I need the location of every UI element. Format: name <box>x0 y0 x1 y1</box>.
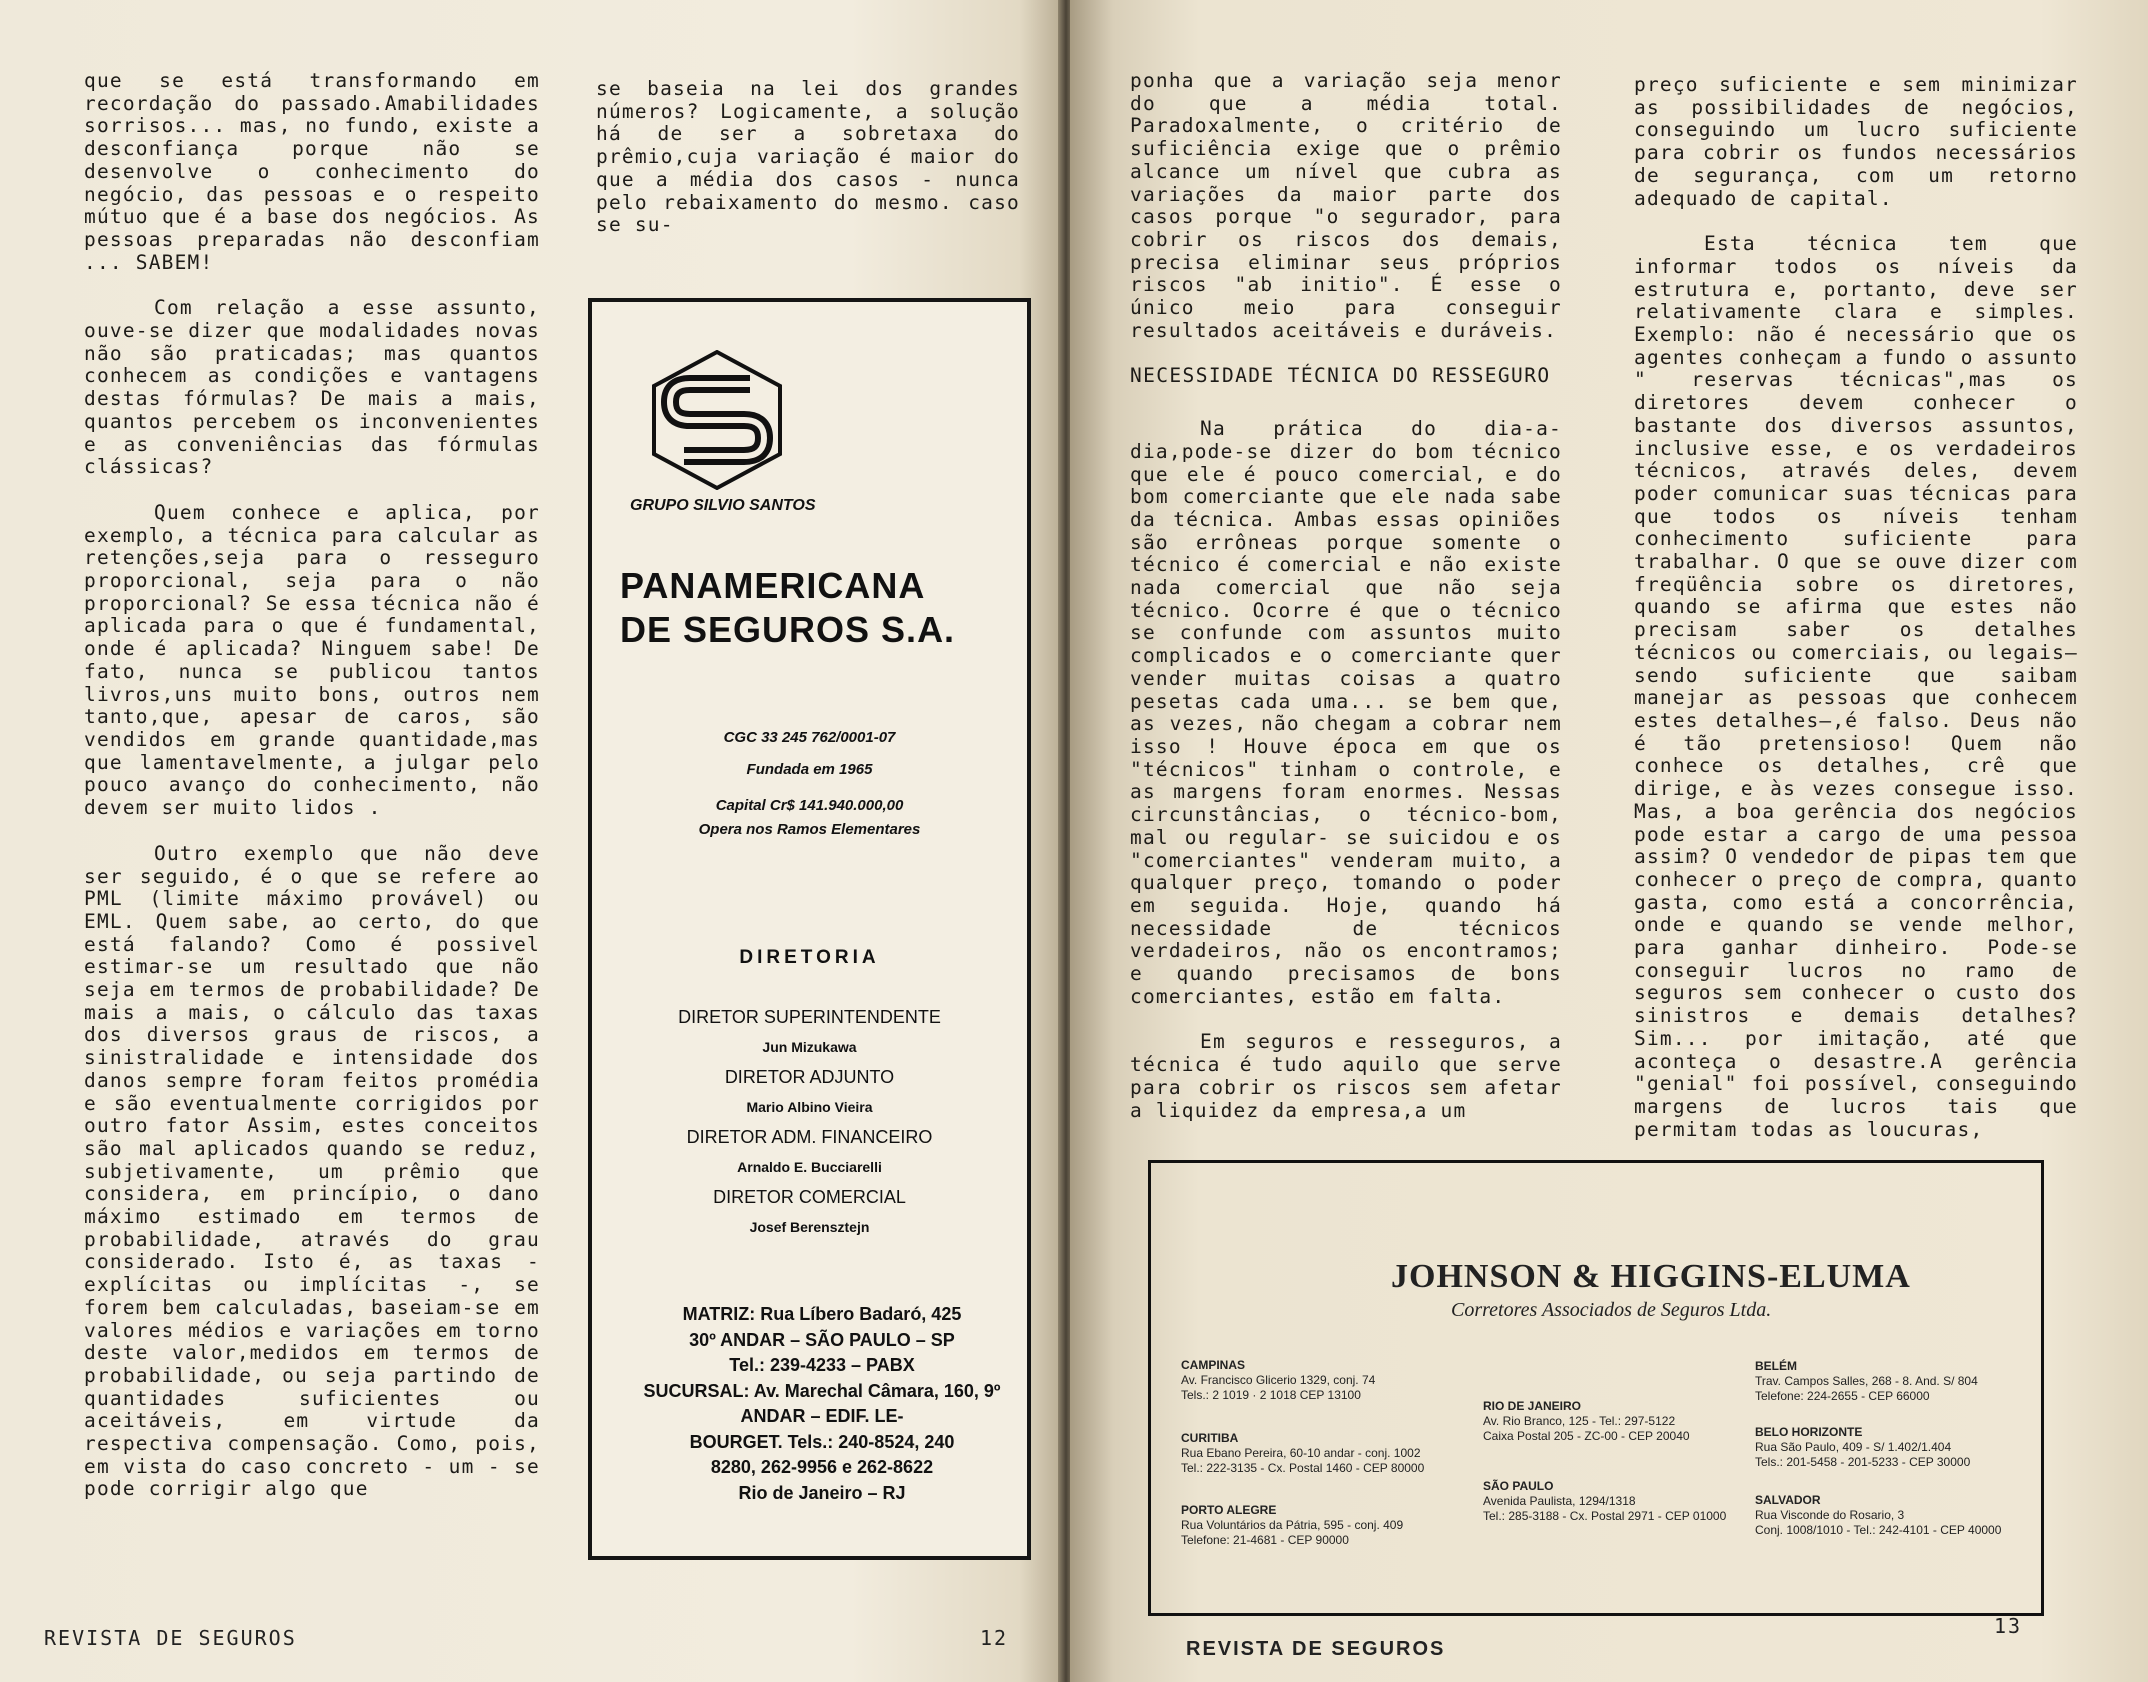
office-entry <box>1755 1493 2001 1538</box>
paragraph: que se está transformando em recordação do passado.Amabilidades sorrisos... mas, no fundo, existe a desconfiança porque não se desenvolve o conhecimento do negócio, das pessoas e o respeito mútuo que é a base dos negócios. As pessoas preparadas não desconfiam ... SABEM! <box>84 69 540 274</box>
address-line: Tel.: 239-4233 – PABX <box>729 1355 915 1375</box>
company-name <box>620 564 1020 652</box>
director-name: Jun Mizukawa <box>762 1039 857 1055</box>
office-city: CAMPINAS <box>1181 1358 1246 1372</box>
address-line: SUCURSAL: Av. Marechal Câmara, 160, 9º ANDAR – EDIF. LE- <box>643 1380 1001 1426</box>
group-name: GRUPO SILVIO SANTOS <box>630 497 816 514</box>
company-name-line-2: DE SEGUROS S.A. <box>620 609 956 650</box>
cgc-number: CGC 33 245 762/0001-07 <box>723 729 896 746</box>
founded-year: Fundada em 1965 <box>746 761 873 778</box>
office-line: Avenida Paulista, 1294/1318 <box>1483 1494 1636 1508</box>
director-name: Josef Berensztejn <box>749 1219 870 1235</box>
office-line: Conj. 1008/1010 - Tel.: 242-4101 - CEP 40000 <box>1755 1523 2002 1537</box>
paragraph: Com relação a esse assunto, ouve-se dizer que modalidades novas não são praticadas; mas quantos conhecem as condições e vantagens destas fórmulas? De mais a mais, quantos percebem os inconvenientes e as conveniências das fórmulas clássicas? <box>84 296 540 479</box>
brand-name: JOHNSON & HIGGINS-ELUMA <box>1391 1258 1911 1295</box>
address-line: 8280, 262-9956 e 262-8622 <box>710 1457 934 1477</box>
page-number: 13 <box>1994 1614 2023 1638</box>
paragraph: Na prática do dia-a-dia,pode-se dizer do bom técnico que ele é pouco comercial, e do bom comerciante que ele nada sabe da técnica. Ambas essas opiniões são errôneas porque somente o técnico é comercial e não existe nada comercial que não seja técnico. Ocorre é que o técnico se confunde com assuntos muito complicados e o comerciante quer vender muitas coisas a quatro pesetas cada uma... se bem que, as vezes, não chegam a cobrar nem isso ! Houve época em que os "técnicos" tinham o controle, e as margens foram enormes. Nessas circunstâncias, o técnico-bom, mal ou regular- se suicidou e os "comerciantes" venderam muito, a qualquer preço, tomando o poder em seguida. Hoje, quando há necessidade de técnicos verdadeiros, não os encontramos; e quando precisamos de bons comerciantes, estão em falta. <box>1130 417 1562 1008</box>
directors-list <box>592 1002 1027 1242</box>
office-line: Tel.: 285-3188 - Cx. Postal 2971 - CEP 01000 <box>1483 1509 1727 1523</box>
office-entry <box>1483 1479 1726 1524</box>
office-line: Av. Rio Branco, 125 - Tel.: 297-5122 <box>1483 1414 1676 1428</box>
office-entry <box>1181 1358 1375 1403</box>
office-line: Tels.: 2 1019 · 2 1018 CEP 13100 <box>1181 1388 1361 1402</box>
paragraph: ponha que a variação seja menor do que a média total. Paradoxalmente, o critério de suficiência exige que o prêmio alcance um nível que cubra as variações da maior parte dos casos porque "o segurador, para cobrir os riscos dos demais, precisa eliminar seus próprios riscos "ab initio". É esse o único meio para conseguir resultados aceitáveis e duráveis. <box>1130 69 1562 342</box>
address-line: BOURGET. Tels.: 240-8524, 240 <box>689 1431 955 1452</box>
brand-tagline: Corretores Associados de Seguros Ltda. <box>1451 1299 1772 1321</box>
section-heading: NECESSIDADE TÉCNICA DO RESSEGURO <box>1130 364 1551 388</box>
office-entry <box>1755 1425 1970 1470</box>
office-line: Trav. Campos Salles, 268 - 8. And. S/ 804 <box>1755 1374 1978 1388</box>
paragraph: Em seguros e resseguros, a técnica é tudo aquilo que serve para cobrir os riscos sem afetar a liquidez da empresa,a um <box>1130 1030 1562 1122</box>
office-entry <box>1755 1359 1978 1404</box>
office-line: Caixa Postal 205 - ZC-00 - CEP 20040 <box>1483 1429 1690 1443</box>
director-title: DIRETOR ADJUNTO <box>724 1067 895 1087</box>
director-name: Mario Albino Vieira <box>746 1099 873 1115</box>
company-address <box>632 1302 1012 1506</box>
address-line: Rio de Janeiro – RJ <box>738 1482 906 1503</box>
paragraph: se baseia na lei dos grandes números? Logicamente, a solução há de ser a sobretaxa do prêmio,cuja variação é maior do que a média dos casos - nunca pelo rebaixamento do mesmo. caso se su- <box>596 77 1020 237</box>
left-column-1 <box>84 70 540 1524</box>
director-title: DIRETOR SUPERINTENDENTE <box>678 1007 941 1027</box>
paragraph: Esta técnica tem que informar todos os níveis da estrutura e, portanto, deve ser relativamente clara e simples. Exemplo: não é necessário que os agentes conheçam a fundo o assunto " reservas técnicas",mas os diretores devem conhecer o bastante dos diversos assuntos, inclusive esse, e os verdadeiros técnicos, através deles, devem poder comunicar suas técnicas para que todos os níveis tenham conhecimento suficiente para trabalhar. O que se ouve dizer com freqüência sobre os diretores, quando se afirma que estes não precisam saber os detalhes técnicos ou comerciais, ou legais—sendo suficiente que saibam manejar as pessoas que conhecem estes detalhes—,é falso. Deus não é tão pretensioso! Quem não conhece os detalhes, crê que dirige, e às vezes consegue isso. Mas, a boa gerência dos negócios pode estar a cargo de uma pessoa assim? O vendedor de pipas tem que conhecer o preço de compra, quanto gasta, como está a concorrência, onde e quando se vende melhor, para ganhar dinheiro. Pode-se conseguir lucros no ramo de seguros sem conhecer o custo dos sinistros e demais detalhes? Sim... por imitação, até que aconteça o desastre.A gerência "genial" foi possível, conseguindo margens de lucros tais que permitam todas as loucuras, <box>1634 232 2078 1141</box>
footer-title: REVISTA DE SEGUROS <box>44 1626 297 1650</box>
director-name: Arnaldo E. Bucciarelli <box>737 1159 882 1175</box>
paragraph: Quem conhece e aplica, por exemplo, a técnica para calcular as retenções,seja para o resseguro proporcional, seja para o não proporcional? Se essa técnica não é aplicada para o que é fundamental, onde é aplicada? Ninguem sabe! De fato, nunca se publicou tantos livros,uns muito bons, outros nem tanto,que, apesar de caros, são vendidos em grande quantidade,mas que lamentavelmente, a julgar pelo pouco avanço do conhecimento, não devem ser muito lidos . <box>84 500 540 820</box>
paragraph: Outro exemplo que não deve ser seguido, é o que se refere ao PML (limite máximo provável) ou EML. Quem sabe, ao certo, do que está falando? Como é possivel estimar-se um resultado que não seja em termos de probabilidade? De mais a mais, o cálculo das taxas dos diversos graus de riscos, a sinistralidade e intensidade dos danos sempre foram feitos promédia e são eventualmente corrigidos por outro fator Assim, estes conceitos são mal aplicados quando se reduz, subjetivamente, um prêmio que considera, em princípio, o dano máximo estimado em termos de probabilidade, através do grau considerado. Isto é, as taxas - explícitas ou implícitas -, se forem bem calculadas, baseiam-se em valores médios e variações em torno deste valor,medidos em termos de probabilidade, ou seja partindo de quantidades suficientes ou aceitáveis, em virtude da respectiva compensação. Como, pois, em vista do caso concreto - um - se pode corrigir algo que <box>84 841 540 1501</box>
office-entry <box>1181 1503 1403 1548</box>
office-line: Av. Francisco Glicerio 1329, conj. 74 <box>1181 1373 1376 1387</box>
office-line: Rua Visconde do Rosario, 3 <box>1755 1508 1905 1522</box>
office-city: SÃO PAULO <box>1483 1479 1554 1493</box>
office-city: BELO HORIZONTE <box>1755 1425 1863 1439</box>
office-line: Rua São Paulo, 409 - S/ 1.402/1.404 <box>1755 1440 1952 1454</box>
office-city: PORTO ALEGRE <box>1181 1503 1277 1517</box>
office-city: RIO DE JANEIRO <box>1483 1399 1582 1413</box>
office-line: Tels.: 201-5458 - 201-5233 - CEP 30000 <box>1755 1455 1971 1469</box>
office-line: Rua Voluntários da Pátria, 595 - conj. 409 <box>1181 1518 1404 1532</box>
left-page <box>0 0 1062 1682</box>
right-column-2 <box>1634 74 2078 1164</box>
panamericana-advertisement <box>588 298 1031 1560</box>
director-title: DIRETOR ADM. FINANCEIRO <box>686 1127 933 1147</box>
right-column-1 <box>1130 70 1562 1145</box>
left-column-2 <box>596 78 1020 260</box>
company-name-line-1: PANAMERICANA <box>620 565 926 606</box>
office-line: Rua Ebano Pereira, 60-10 andar - conj. 1002 <box>1181 1446 1421 1460</box>
silvio-santos-logo-icon <box>652 350 782 490</box>
office-entry <box>1181 1431 1424 1476</box>
board-heading: DIRETORIA <box>739 947 880 968</box>
page-number: 12 <box>980 1626 1009 1650</box>
footer-title: REVISTA DE SEGUROS <box>1186 1638 1446 1660</box>
capital-amount: Capital Cr$ 141.940.000,00 <box>715 797 904 814</box>
office-city: SALVADOR <box>1755 1493 1821 1507</box>
office-line: Telefone: 224-2655 - CEP 66000 <box>1755 1389 1930 1403</box>
address-line: 30º ANDAR – SÃO PAULO – SP <box>689 1329 955 1350</box>
director-title: DIRETOR COMERCIAL <box>713 1187 906 1207</box>
operates-in: Opera nos Ramos Elementares <box>698 821 921 838</box>
office-city: CURITIBA <box>1181 1431 1239 1445</box>
office-entry <box>1483 1399 1690 1444</box>
address-line: MATRIZ: Rua Líbero Badaró, 425 <box>682 1304 962 1324</box>
johnson-higgins-advertisement <box>1148 1160 2044 1616</box>
office-city: BELÉM <box>1755 1359 1797 1373</box>
office-line: Telefone: 21-4681 - CEP 90000 <box>1181 1533 1349 1547</box>
paragraph: preço suficiente e sem minimizar as possibilidades de negócios, conseguindo um lucro suficiente para cobrir os fundos necessários de segurança, com um retorno adequado de capital. <box>1634 73 2078 210</box>
office-line: Tel.: 222-3135 - Cx. Postal 1460 - CEP 80000 <box>1181 1461 1425 1475</box>
